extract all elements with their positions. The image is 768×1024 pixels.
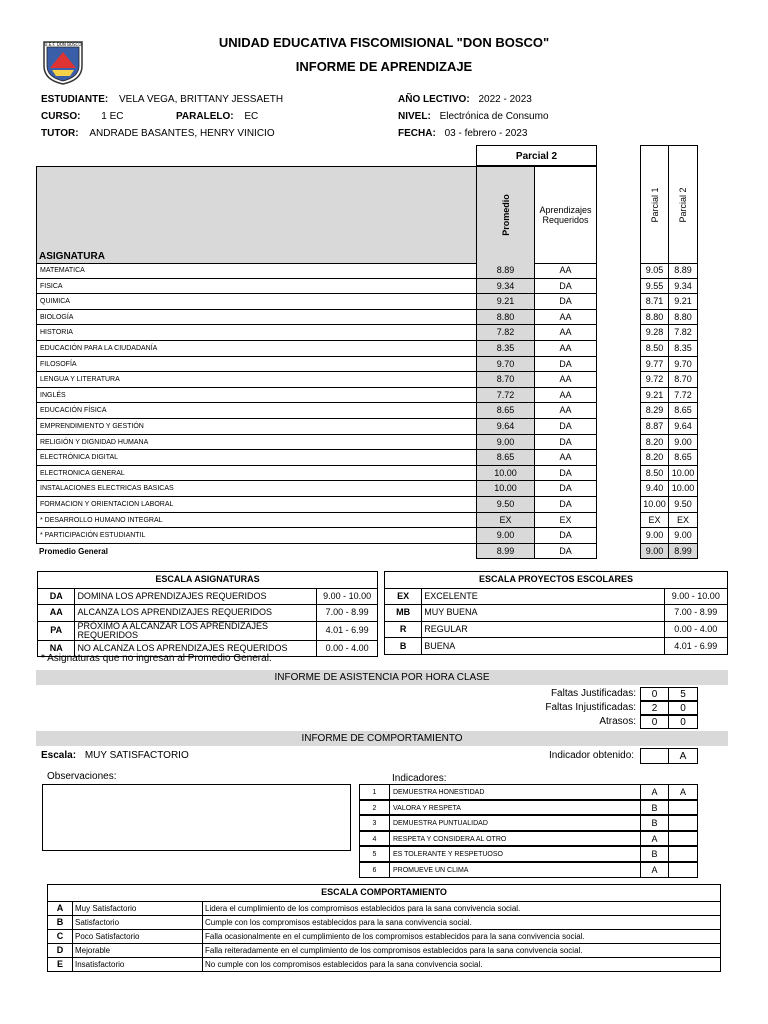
scale-code: PA [38, 621, 75, 640]
indicator-text: ES TOLERANTE Y RESPETUOSO [389, 846, 641, 862]
grade-row [36, 403, 698, 419]
average-value: 8.80 [476, 310, 535, 326]
parcial2-value: 10.00 [668, 466, 698, 482]
subject-name: MATEMATICA [36, 263, 476, 279]
p1-header-cell [640, 145, 669, 264]
required-value: AA [534, 388, 597, 404]
parcial1-value: 9.77 [640, 357, 669, 373]
scale-description: EXCELENTE [422, 588, 664, 605]
indicator-summary-cell [668, 846, 698, 862]
parcial2-value: 8.65 [668, 450, 698, 466]
grade-row [36, 294, 698, 310]
subject-name: * PARTICIPACIÓN ESTUDIANTIL [36, 528, 476, 544]
scale-description: ALCANZA LOS APRENDIZAJES REQUERIDOS [75, 605, 317, 622]
indicator-label: Indicador obtenido: [549, 750, 635, 761]
scale-description: BUENA [422, 638, 664, 655]
indicator-number: 5 [359, 846, 390, 862]
indicator-blank-cell [640, 748, 669, 764]
date-label: FECHA: [398, 128, 436, 139]
subject-header-cell [36, 166, 477, 264]
behavior-description: Falla reiteradamente en el cumplimiento de los compromisos establecidos para la sana convivencia social. [203, 943, 721, 957]
behavior-name: Mejorable [73, 943, 203, 957]
behavior-scale-row [41, 750, 189, 761]
average-value: 8.35 [476, 341, 535, 357]
p2-header: Parcial 2 [678, 186, 688, 223]
parcial2-value: 8.89 [668, 263, 698, 279]
scale-row [385, 605, 728, 622]
course-row [41, 111, 123, 122]
attendance-label: Faltas Justificadas: [550, 688, 636, 699]
grade-row [36, 544, 698, 560]
attendance-p1: 0 [640, 715, 669, 729]
subject-name: RELIGIÓN Y DIGNIDAD HUMANA [36, 435, 476, 451]
parcial1-value: 8.50 [640, 341, 669, 357]
level-label: NIVEL: [398, 111, 431, 122]
indicator-summary-cell [668, 831, 698, 847]
grade-row [36, 528, 698, 544]
parcial2-value: EX [668, 513, 698, 529]
indicator-text: RESPETA Y CONSIDERA AL OTRO [389, 831, 641, 847]
indicators-label: Indicadores: [392, 773, 447, 784]
parcial1-value: 9.21 [640, 388, 669, 404]
subject-name: LENGUA Y LITERATURA [36, 372, 476, 388]
average-value: 10.00 [476, 466, 535, 482]
average-value: 9.64 [476, 419, 535, 435]
scale-range: 7.00 - 8.99 [664, 605, 727, 622]
scale-row [385, 588, 728, 605]
subject-name: ELECTRÓNICA DIGITAL [36, 450, 476, 466]
scale-description: MUY BUENA [422, 605, 664, 622]
attendance-p1: 0 [640, 687, 669, 701]
scale-row [385, 621, 728, 638]
subject-header: ASIGNATURA [39, 251, 105, 262]
behavior-scale-label: Escala: [41, 750, 77, 761]
parcial1-value: 9.00 [640, 544, 669, 560]
student-name: VELA VEGA, BRITTANY JESSAETH [119, 94, 284, 105]
report-title: INFORME DE APRENDIZAJE [295, 59, 473, 74]
scale-range: 0.00 - 4.00 [664, 621, 727, 638]
required-value: AA [534, 403, 597, 419]
average-value: 8.89 [476, 263, 535, 279]
scale-projects-table [384, 571, 728, 655]
parcial2-value: 8.99 [668, 544, 698, 560]
required-value: AA [534, 325, 597, 341]
behavior-code: C [48, 929, 73, 943]
subject-name: FILOSOFÍA [36, 357, 476, 373]
subject-name: INSTALACIONES ELECTRICAS BASICAS [36, 481, 476, 497]
behavior-scale-row [48, 943, 721, 957]
req-header-cell [534, 166, 597, 264]
parcial1-value: 9.00 [640, 528, 669, 544]
level-value: Electrónica de Consumo [439, 111, 549, 122]
behavior-description: Lidera el cumplimiento de los compromisos establecidos para la sana convivencia social. [203, 901, 721, 915]
average-value: 8.99 [476, 544, 535, 560]
indicator-number: 6 [359, 862, 390, 878]
behavior-scale-row [48, 957, 721, 971]
parcial2-value: 8.80 [668, 310, 698, 326]
behavior-scale-row [48, 915, 721, 929]
student-row [41, 94, 283, 105]
p1-header: Parcial 1 [649, 186, 660, 223]
year-value: 2022 - 2023 [478, 94, 532, 105]
behavior-code: D [48, 943, 73, 957]
req-header: Aprendizajes Requeridos [539, 205, 592, 225]
scale-description: DOMINA LOS APRENDIZAJES REQUERIDOS [75, 588, 317, 605]
date-row [398, 128, 527, 139]
scale-projects-title: ESCALA PROYECTOS ESCOLARES [385, 572, 728, 589]
parcial2-value: 9.00 [668, 435, 698, 451]
tutor-label: TUTOR: [41, 128, 79, 139]
required-value: EX [534, 513, 597, 529]
required-value: DA [534, 419, 597, 435]
grade-row [36, 450, 698, 466]
attendance-p2: 0 [668, 715, 698, 729]
exclusion-note: * Asignaturas que no ingresan al Promedio General. [41, 653, 272, 664]
required-value: DA [534, 357, 597, 373]
parcial1-value: 9.72 [640, 372, 669, 388]
scale-description: PRÓXIMO A ALCANZAR LOS APRENDIZAJES REQUERIDOS [75, 621, 317, 640]
attendance-title: INFORME DE ASISTENCIA POR HORA CLASE [36, 670, 728, 685]
scale-code: EX [385, 588, 422, 605]
behavior-name: Insatisfactorio [73, 957, 203, 971]
indicator-text: VALORA Y RESPETA [389, 800, 641, 816]
grade-row [36, 325, 698, 341]
attendance-label: Atrasos: [599, 716, 636, 727]
attendance-p2: 5 [668, 687, 698, 701]
average-value: EX [476, 513, 535, 529]
average-value: 8.70 [476, 372, 535, 388]
scale-description: NO ALCANZA LOS APRENDIZAJES REQUERIDOS [75, 640, 317, 657]
scale-row [385, 638, 728, 655]
indicator-text: PROMUEVE UN CLIMA [389, 862, 641, 878]
svg-text:U.E.F. DON BOSCO: U.E.F. DON BOSCO [44, 42, 82, 47]
subject-name: HISTORIA [36, 325, 476, 341]
grade-row [36, 263, 698, 279]
parcial1-value: 8.20 [640, 450, 669, 466]
subject-name: QUIMICA [36, 294, 476, 310]
parcial1-value: 8.20 [640, 435, 669, 451]
scale-code: DA [38, 588, 75, 605]
indicator-number: 4 [359, 831, 390, 847]
scale-range: 4.01 - 6.99 [664, 638, 727, 655]
required-value: DA [534, 435, 597, 451]
indicator-value: A [668, 748, 698, 764]
average-value: 9.00 [476, 528, 535, 544]
parcial2-value: 9.70 [668, 357, 698, 373]
level-row [398, 111, 549, 122]
required-value: AA [534, 372, 597, 388]
avg-header-cell [476, 166, 535, 264]
paralelo-value: EC [244, 111, 259, 122]
indicator-value: B [640, 800, 669, 816]
indicator-value: A [640, 831, 669, 847]
indicator-summary-cell: A [668, 784, 698, 800]
indicator-number: 3 [359, 815, 390, 831]
p2-header-cell [668, 145, 698, 264]
grade-row [36, 388, 698, 404]
attendance-p2: 0 [668, 701, 698, 715]
behavior-description: No cumple con los compromisos establecidos para la sana convivencia social. [203, 957, 721, 971]
required-value: DA [534, 466, 597, 482]
required-value: DA [534, 528, 597, 544]
scale-range: 9.00 - 10.00 [664, 588, 727, 605]
behavior-title: INFORME DE COMPORTAMIENTO [36, 731, 728, 746]
subject-name: EDUCACIÓN FÍSICA [36, 403, 476, 419]
tutor-name: ANDRADE BASANTES, HENRY VINICIO [89, 128, 275, 139]
tutor-row [41, 128, 275, 139]
grade-row [36, 341, 698, 357]
parcial1-value: 9.28 [640, 325, 669, 341]
subject-name: ELECTRONICA GENERAL [36, 466, 476, 482]
behavior-name: Muy Satisfactorio [73, 901, 203, 915]
subject-name: FISICA [36, 279, 476, 295]
average-value: 8.65 [476, 403, 535, 419]
attendance-label: Faltas Injustificadas: [545, 702, 636, 713]
parcial1-value: 10.00 [640, 497, 669, 513]
subject-name: FORMACION Y ORIENTACION LABORAL [36, 497, 476, 513]
year-label: AÑO LECTIVO: [398, 94, 470, 105]
average-value: 9.21 [476, 294, 535, 310]
parcial2-value: 9.50 [668, 497, 698, 513]
indicator-number: 1 [359, 784, 390, 800]
behavior-code: B [48, 915, 73, 929]
scale-row [38, 605, 378, 622]
indicator-summary-cell [668, 800, 698, 816]
grade-row [36, 513, 698, 529]
observations-label: Observaciones: [47, 771, 117, 782]
scale-range: 9.00 - 10.00 [317, 588, 378, 605]
average-value: 10.00 [476, 481, 535, 497]
subject-name: EMPRENDIMIENTO Y GESTIÓN [36, 419, 476, 435]
average-value: 9.50 [476, 497, 535, 513]
grade-row [36, 419, 698, 435]
scale-row [38, 588, 378, 605]
behavior-code: A [48, 901, 73, 915]
observations-box[interactable] [42, 784, 351, 851]
subject-name: * DESARROLLO HUMANO INTEGRAL [36, 513, 476, 529]
parcial1-value: 8.50 [640, 466, 669, 482]
indicator-value: A [640, 862, 669, 878]
scale-code: R [385, 621, 422, 638]
behavior-code: E [48, 957, 73, 971]
scale-subjects-table [37, 571, 378, 657]
behavior-scale-row [48, 929, 721, 943]
scale-range: 7.00 - 8.99 [317, 605, 378, 622]
behavior-scale-row [48, 901, 721, 915]
scale-code: AA [38, 605, 75, 622]
grade-row [36, 357, 698, 373]
indicator-value: B [640, 815, 669, 831]
parcial1-value: 8.80 [640, 310, 669, 326]
parcial1-value: 8.71 [640, 294, 669, 310]
parcial1-value: EX [640, 513, 669, 529]
year-row [398, 94, 532, 105]
behavior-name: Satisfactorio [73, 915, 203, 929]
grade-row [36, 497, 698, 513]
parcial2-value: 9.34 [668, 279, 698, 295]
parcial1-value: 9.40 [640, 481, 669, 497]
course-label: CURSO: [41, 111, 81, 122]
grade-row [36, 481, 698, 497]
indicator-summary-cell [668, 815, 698, 831]
average-value: 7.82 [476, 325, 535, 341]
subject-name: INGLÉS [36, 388, 476, 404]
required-value: DA [534, 544, 597, 560]
required-value: AA [534, 310, 597, 326]
parcial2-value: 9.64 [668, 419, 698, 435]
parcial2-value: 8.35 [668, 341, 698, 357]
parcial2-value: 10.00 [668, 481, 698, 497]
scale-subjects-title: ESCALA ASIGNATURAS [38, 572, 378, 589]
average-value: 9.34 [476, 279, 535, 295]
behavior-scale-title: ESCALA COMPORTAMIENTO [48, 885, 721, 902]
parcial2-value: 9.00 [668, 528, 698, 544]
indicator-summary-cell [668, 862, 698, 878]
average-value: 9.70 [476, 357, 535, 373]
grade-row [36, 279, 698, 295]
parcial1-value: 9.55 [640, 279, 669, 295]
behavior-description: Falla ocasionalmente en el cumplimiento de los compromisos establecidos para la sana convivencia social. [203, 929, 721, 943]
parcial-header: Parcial 2 [476, 145, 597, 166]
paralelo-row [176, 111, 258, 122]
scale-range: 0.00 - 4.00 [317, 640, 378, 657]
student-label: ESTUDIANTE: [41, 94, 109, 105]
behavior-scale-table [47, 884, 721, 972]
school-title: UNIDAD EDUCATIVA FISCOMISIONAL "DON BOSCO" [218, 35, 550, 50]
required-value: AA [534, 263, 597, 279]
date-value: 03 - febrero - 2023 [444, 128, 528, 139]
indicator-value: A [640, 784, 669, 800]
required-value: AA [534, 341, 597, 357]
grade-row [36, 466, 698, 482]
grade-row [36, 435, 698, 451]
parcial2-value: 7.82 [668, 325, 698, 341]
required-value: DA [534, 481, 597, 497]
parcial2-value: 7.72 [668, 388, 698, 404]
parcial1-value: 8.29 [640, 403, 669, 419]
attendance-p1: 2 [640, 701, 669, 715]
subject-name: EDUCACIÓN PARA LA CIUDADANÍA [36, 341, 476, 357]
behavior-scale-value: MUY SATISFACTORIO [84, 750, 189, 761]
grade-row [36, 310, 698, 326]
scale-range: 4.01 - 6.99 [317, 621, 378, 640]
required-value: DA [534, 497, 597, 513]
behavior-name: Poco Satisfactorio [73, 929, 203, 943]
required-value: AA [534, 450, 597, 466]
parcial2-value: 9.21 [668, 294, 698, 310]
subject-name: Promedio General [39, 546, 108, 556]
avg-header: Promedio [500, 194, 511, 236]
behavior-description: Cumple con los compromisos establecidos para la sana convivencia social. [203, 915, 721, 929]
average-value: 7.72 [476, 388, 535, 404]
indicator-number: 2 [359, 800, 390, 816]
required-value: DA [534, 279, 597, 295]
grade-row [36, 372, 698, 388]
average-value: 9.00 [476, 435, 535, 451]
parcial1-value: 8.87 [640, 419, 669, 435]
scale-code: MB [385, 605, 422, 622]
required-value: DA [534, 294, 597, 310]
course-value: 1 EC [101, 111, 124, 122]
parcial2-value: 8.65 [668, 403, 698, 419]
scale-code: NA [38, 640, 75, 657]
parcial2-value: 8.70 [668, 372, 698, 388]
subject-name: BIOLOGÍA [36, 310, 476, 326]
scale-code: B [385, 638, 422, 655]
average-value: 8.65 [476, 450, 535, 466]
scale-row [38, 621, 378, 640]
indicator-text: DEMUESTRA HONESTIDAD [389, 784, 641, 800]
parcial1-value: 9.05 [640, 263, 669, 279]
scale-description: REGULAR [422, 621, 664, 638]
paralelo-label: PARALELO: [176, 111, 234, 122]
indicator-text: DEMUESTRA PUNTUALIDAD [389, 815, 641, 831]
indicator-value: B [640, 846, 669, 862]
